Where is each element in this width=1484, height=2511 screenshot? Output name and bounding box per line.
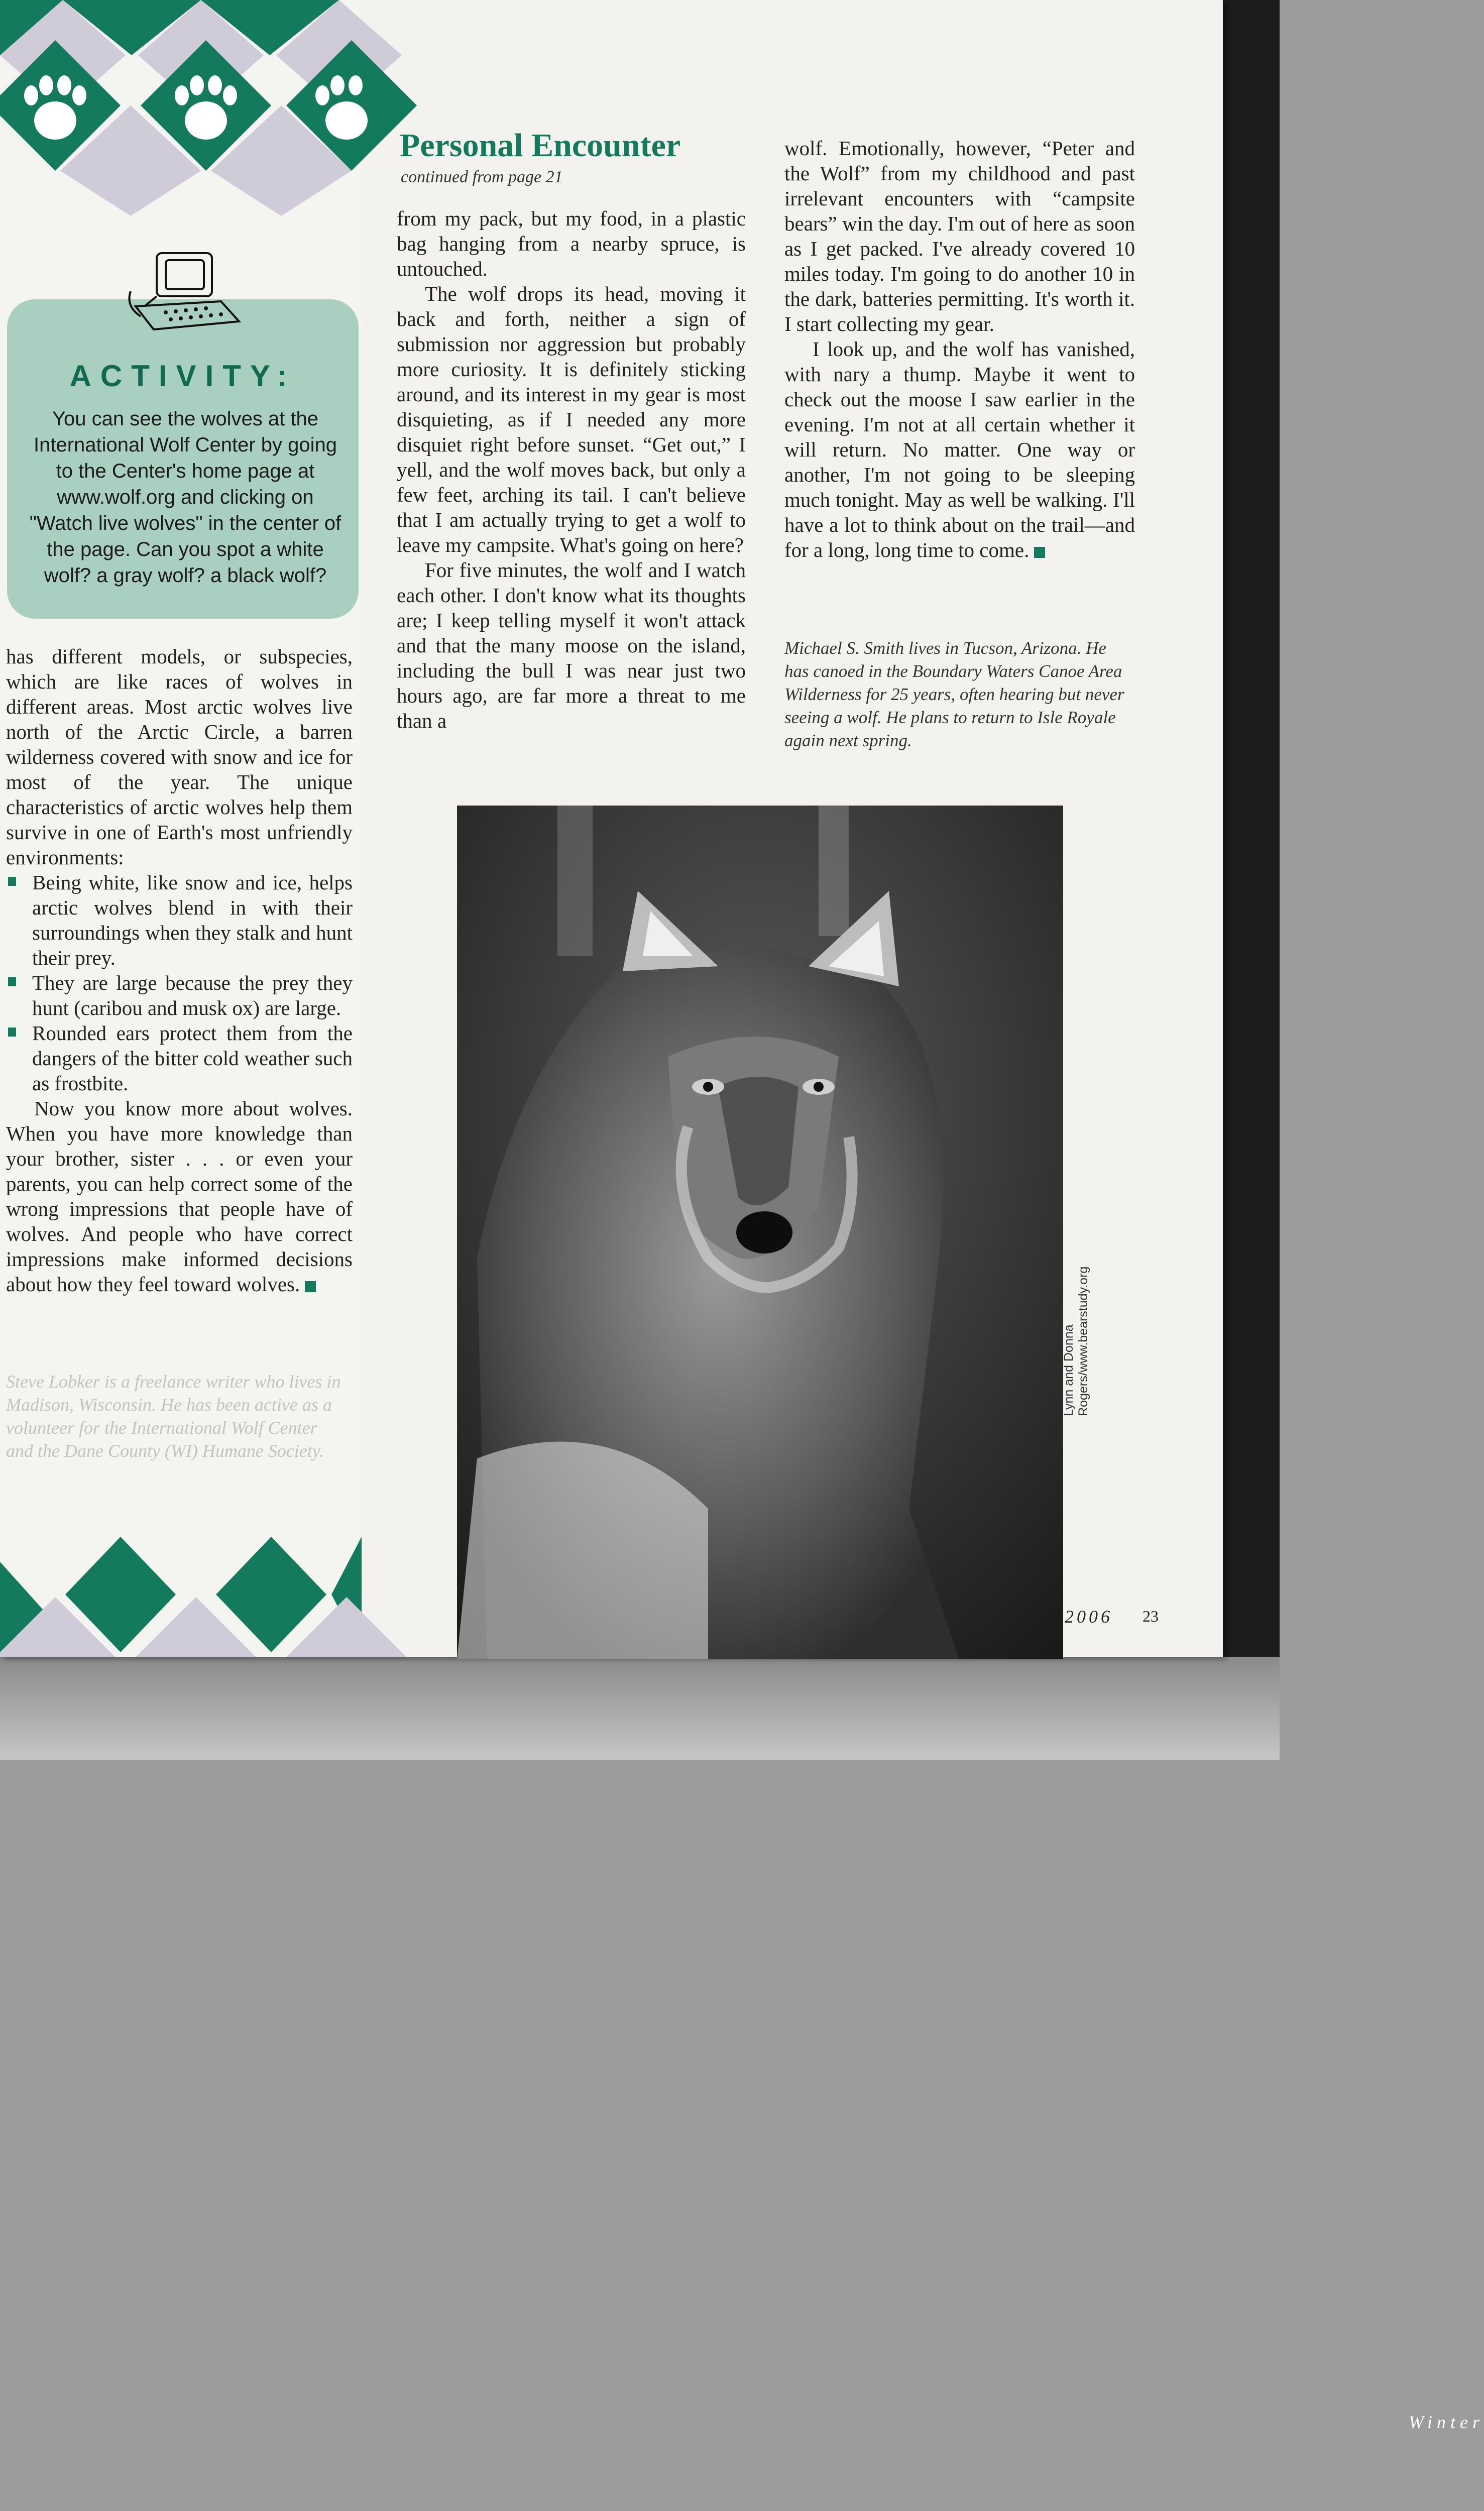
middle-column bbox=[397, 206, 746, 733]
right-paragraph-1: wolf. Emotionally, however, “Peter and the Wolf” from my childhood and past irrelevant encounters with “campsite bears” win the day. I'm out of here as soon as I get packed. I've already covered 10 miles today. I'm going to do another 10 in the dark, batteries permitting. It's worth it. I start collecting my gear. bbox=[784, 137, 1135, 335]
mid-paragraph-1: from my pack, but my food, in a plastic bag hanging from a nearby spruce, is untouched. bbox=[397, 207, 746, 280]
left-paragraph-1: has different models, or subspecies, which are like races of wolves in different areas. Most arctic wolves live north of the Arctic Circle, a barren wilderness covered with snow and ice for most of the year. The unique characteristics of arctic wolves help them survive in one of Earth's most unfriendly environments: bbox=[6, 645, 353, 869]
page-shadow bbox=[0, 1657, 1280, 1760]
activity-text: You can see the wolves at the International Wolf Center by going to the Center's home page at www.wolf.org and clicking on "Watch live wolves" in the center of the page. Can you spot a white wolf? a gray wolf? a black wolf? bbox=[29, 408, 341, 587]
author-bio-right: Michael S. Smith lives in Tucson, Arizona. He has canoed in the Boundary Waters Canoe Area Wilderness for 25 years, often hearing but never seeing a wolf. He plans to return to Isle Royale again next spring. bbox=[784, 638, 1124, 750]
left-paragraph-2-text: Now you know more about wolves. When you have more knowledge than your brother, sister . . . or even your parents, you can help correct some of the wrong impressions that people have of wolves. And people who have correct impressions make informed decisions about how they feel toward wolves. bbox=[6, 1097, 353, 1296]
bullet-icon bbox=[8, 977, 16, 986]
bullet-icon bbox=[8, 1028, 16, 1037]
list-item-text: They are large because the prey they hunt (caribou and musk ox) are large. bbox=[32, 971, 353, 1019]
folio-year: 2006 bbox=[1065, 1607, 1113, 1627]
mid-paragraph-3: For five minutes, the wolf and I watch each other. I don't know what its thoughts are; I keep telling myself it won't attack and that the many moose on the island, including the bull I was near just two hours ago, are far more a threat to me than a bbox=[397, 558, 746, 732]
left-column bbox=[6, 644, 353, 1297]
list-item-text: Being white, like snow and ice, helps arctic wolves blend in with their surroundings when they stalk and hunt their prey. bbox=[32, 871, 353, 969]
list-item-text: Rounded ears protect them from the dangers of the bitter cold weather such as frostbite. bbox=[32, 1021, 353, 1095]
right-paragraph-2-text: I look up, and the wolf has vanished, with nary a thump. Maybe it went to check out the moose I saw earlier in the evening. I'm not at all certain whether it will return. No matter. One way or another, I'm not going to be sleeping much tonight. May as well be walking. I'll have a lot to think about on the trail—and for a long, long time to come. bbox=[784, 337, 1135, 561]
end-mark-icon bbox=[1034, 547, 1045, 558]
mid-paragraph-2: The wolf drops its head, moving it back and forth, neither a sign of submission nor aggression but probably more curiosity. It is definitely sticking around, and its interest in my gear is most disquieting, as if I needed any more disquiet right before sunset. “Get out,” I yell, and the wolf moves back, but only a few feet, arching its tail. I can't believe that I am actually trying to get a wolf to leave my campsite. What's going on here? bbox=[397, 282, 746, 556]
diamond-pattern bbox=[0, 0, 362, 216]
diamond-band-bottom bbox=[0, 1532, 362, 1657]
right-column bbox=[784, 136, 1135, 562]
bullet-icon bbox=[8, 877, 16, 886]
arctic-wolf-list bbox=[6, 870, 353, 1096]
page-number: 23 bbox=[1143, 1607, 1159, 1625]
paw-diamond-band-top bbox=[0, 0, 362, 216]
end-mark-icon bbox=[305, 1281, 316, 1292]
diamond-pattern-bottom bbox=[0, 1532, 362, 1657]
right-paragraph-2 bbox=[784, 336, 1135, 562]
wolf-image bbox=[457, 806, 1063, 1659]
article-headline: Personal Encounter bbox=[400, 127, 681, 164]
list-item bbox=[6, 970, 353, 1020]
left-paragraph-2 bbox=[6, 1096, 353, 1297]
list-item bbox=[6, 870, 353, 970]
activity-box bbox=[7, 299, 359, 619]
list-item bbox=[6, 1020, 353, 1096]
activity-title: ACTIVITY: bbox=[69, 359, 296, 393]
author-bio-left: Steve Lobker is a freelance writer who lives in Madison, Wisconsin. He has been active as a volunteer for the International Wolf Center and the Dane County (WI) Humane Society. bbox=[6, 1372, 341, 1461]
continued-note: continued from page 21 bbox=[401, 168, 563, 186]
folio-season: Winter bbox=[1409, 2412, 1484, 2432]
photo-credit: Lynn and Donna Rogers/www.bearstudy.org bbox=[1062, 1266, 1090, 1416]
computer-icon bbox=[126, 246, 246, 347]
